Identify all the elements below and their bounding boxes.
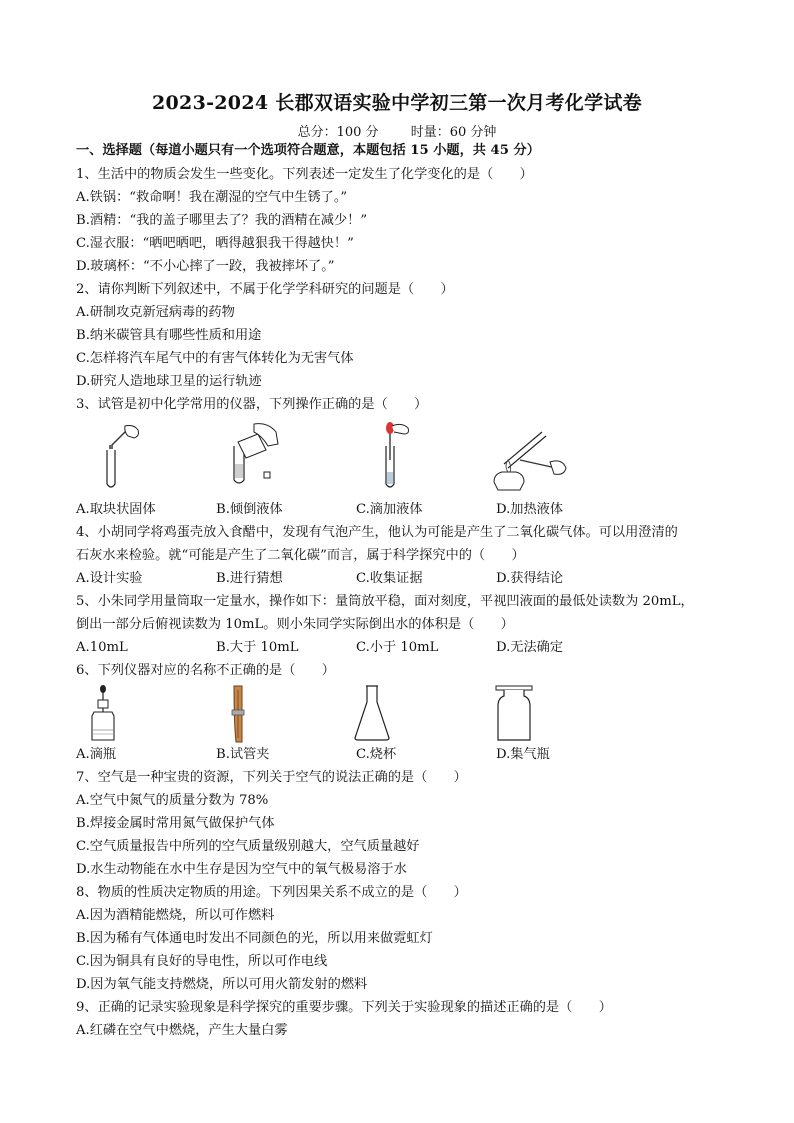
q4-option-a: A.设计实验 xyxy=(76,571,143,586)
q3-option-a: A.取块状固体 xyxy=(76,502,156,517)
q9-stem: 9、正确的记录实验现象是科学探究的重要步骤。下列关于实验现象的描述正确的是（ ） xyxy=(76,1000,612,1015)
q5-option-a: A.10mL xyxy=(76,640,128,655)
taking-solid-illustration xyxy=(98,424,146,492)
dropper-bottle-illustration xyxy=(86,684,120,742)
q3-option-d: D.加热液体 xyxy=(496,502,564,517)
q8-option-c: C.因为铜具有良好的导电性，所以可作电线 xyxy=(76,954,328,969)
q4-option-c: C.收集证据 xyxy=(356,571,423,586)
q5-stem-line1: 5、小朱同学用量筒取一定量水，操作如下：量筒放平稳，面对刻度，平视凹液面的最低处读数为 20mL， xyxy=(76,594,694,609)
q5-option-c: C.小于 10mL xyxy=(356,640,439,655)
q2-option-c: C.怎样将汽车尾气中的有害气体转化为无害气体 xyxy=(76,351,354,366)
q7-option-a: A.空气中氮气的质量分数为 78% xyxy=(76,793,269,808)
q8-option-a: A.因为酒精能燃烧，所以可作燃料 xyxy=(76,908,275,923)
q7-option-c: C.空气质量报告中所列的空气质量级别越大，空气质量越好 xyxy=(76,839,420,854)
q1-stem: 1、生活中的物质会发生一些变化。下列表述一定发生了化学变化的是（ ） xyxy=(76,167,533,182)
q7-option-b: B.焊接金属时常用氮气做保护气体 xyxy=(76,816,275,831)
q8-option-b: B.因为稀有气体通电时发出不同颜色的光，所以用来做霓虹灯 xyxy=(76,931,433,946)
q1-option-a: A.铁锅：“救命啊！我在潮湿的空气中生锈了。” xyxy=(76,190,348,205)
q7-option-d: D.水生动物能在水中生存是因为空气中的氧气极易溶于水 xyxy=(76,862,407,877)
q5-option-d: D.无法确定 xyxy=(496,640,564,655)
q1-option-b: B.酒精：“我的盖子哪里去了？我的酒精在减少！” xyxy=(76,213,368,228)
q8-option-d: D.因为氧气能支持燃烧，所以可用火箭发射的燃料 xyxy=(76,977,368,992)
q4-stem-line2: 石灰水来检验。就“可能是产生了二氧化碳”而言，属于科学探究中的（ ） xyxy=(76,548,525,563)
q7-stem: 7、空气是一种宝贵的资源，下列关于空气的说法正确的是（ ） xyxy=(76,770,467,785)
exam-title: 2023-2024 长郡双语实验中学初三第一次月考化学试卷 xyxy=(152,92,642,114)
section-heading: 一、选择题（每道小题只有一个选项符合题意，本题包括 15 小题，共 45 分） xyxy=(76,143,540,158)
heating-liquid-illustration xyxy=(490,424,570,492)
q5-stem-line2: 倒出一部分后俯视读数为 10mL。则小朱同学实际倒出水的体积是（ ） xyxy=(76,617,514,632)
q3-option-b: B.倾倒液体 xyxy=(216,502,283,517)
gas-jar-illustration xyxy=(494,684,534,742)
q3-stem: 3、试管是初中化学常用的仪器，下列操作正确的是（ ） xyxy=(76,397,428,412)
q2-option-d: D.研究人造地球卫星的运行轨迹 xyxy=(76,374,262,389)
q2-option-b: B.纳米碳管具有哪些性质和用途 xyxy=(76,328,262,343)
q5-option-b: B.大于 10mL xyxy=(216,640,299,655)
q6-option-c: C.烧杯 xyxy=(356,747,397,762)
q6-option-d: D.集气瓶 xyxy=(496,747,550,762)
pouring-liquid-illustration xyxy=(224,420,284,488)
q2-option-a: A.研制攻克新冠病毒的药物 xyxy=(76,305,235,320)
q4-stem-line1: 4、小胡同学将鸡蛋壳放入食醋中，发现有气泡产生，他认为可能是产生了二氧化碳气体。可以用澄清的 xyxy=(76,525,678,540)
q1-option-c: C.湿衣服：“晒吧晒吧，晒得越狠我干得越快！” xyxy=(76,236,354,251)
q2-stem: 2、请你判断下列叙述中，不属于化学学科研究的问题是（ ） xyxy=(76,282,454,297)
q1-option-d: D.玻璃杯：“不小心摔了一跤，我被摔坏了。” xyxy=(76,259,335,274)
dropping-liquid-illustration xyxy=(374,420,418,492)
total-score: 总分：100 分 xyxy=(297,125,379,140)
exam-meta xyxy=(0,121,794,140)
flask-illustration xyxy=(352,684,392,742)
q6-stem: 6、下列仪器对应的名称不正确的是（ ） xyxy=(76,663,335,678)
q6-option-b: B.试管夹 xyxy=(216,747,270,762)
time-limit: 时量：60 分钟 xyxy=(410,125,497,140)
q8-stem: 8、物质的性质决定物质的用途。下列因果关系不成立的是（ ） xyxy=(76,885,467,900)
q6-option-a: A.滴瓶 xyxy=(76,747,117,762)
q4-option-d: D.获得结论 xyxy=(496,571,564,586)
q9-option-a: A.红磷在空气中燃烧，产生大量白雾 xyxy=(76,1023,288,1038)
q3-option-c: C.滴加液体 xyxy=(356,502,423,517)
tongs-illustration xyxy=(226,684,250,744)
q4-option-b: B.进行猜想 xyxy=(216,571,283,586)
